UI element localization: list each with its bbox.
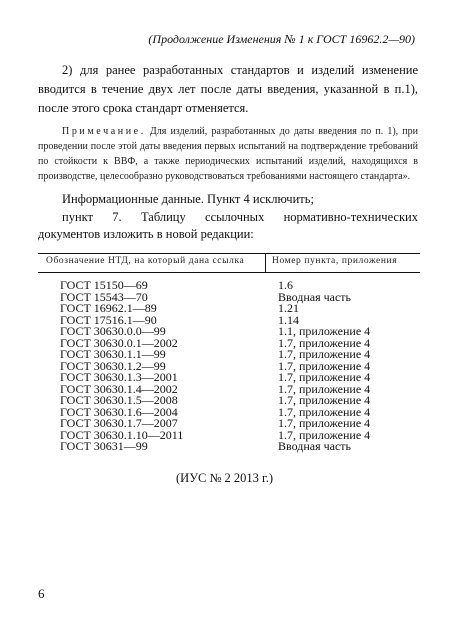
- ntd-cell: ГОСТ 30630.1.4—2002: [60, 381, 178, 396]
- ntd-cell: ГОСТ 30630.1.2—99: [60, 358, 166, 373]
- item-cell: 1.7, приложение 4: [278, 416, 371, 430]
- page-number: 6: [38, 586, 45, 601]
- item-cell: 1.6: [278, 278, 293, 292]
- table-header-ntd: Обозначение НТД, на который дана ссылка: [46, 256, 245, 266]
- reference-table-body: [60, 280, 370, 453]
- item-7-paragraph: пункт 7. Таблицу ссылочных нормативно-технических документов изложить в новой редакции:: [38, 210, 418, 241]
- ntd-cell: ГОСТ 30630.1.1—99: [60, 347, 166, 361]
- item-cell: 1.7, приложение 4: [278, 358, 371, 373]
- note-label: Примечание.: [62, 126, 146, 137]
- table-row: [60, 441, 370, 453]
- ntd-cell: ГОСТ 30630.1.7—2007: [60, 416, 178, 430]
- item-cell: 1.14: [278, 312, 299, 327]
- item-cell: 1.7, приложение 4: [278, 335, 371, 350]
- item-cell: Вводная часть: [278, 439, 352, 453]
- table-header-item: Номер пункта, приложения: [272, 256, 398, 266]
- ntd-cell: ГОСТ 30631—99: [60, 439, 148, 453]
- ntd-cell: ГОСТ 30630.1.5—2008: [60, 393, 178, 407]
- ntd-cell: ГОСТ 16962.1—89: [60, 301, 157, 315]
- ius-reference: (ИУС № 2 2013 г.): [176, 471, 274, 485]
- note-block: [38, 124, 418, 184]
- item-cell: 1.7, приложение 4: [278, 427, 371, 442]
- item-cell: 1.7, приложение 4: [278, 404, 371, 419]
- ntd-cell: ГОСТ 17516.1—90: [60, 312, 157, 327]
- page-header: (Продолжение Изменения № 1 к ГОСТ 16962.2—90): [148, 32, 415, 46]
- note-text: Для изделий, разработанных до даты введения по п. 1), при проведении после этой даты введения первых испытаний на подтверждение требований по стойкости к ВВФ, а также периодических испытаний изделий, находящихся в производстве, целесообразно руководствоваться требованиями настоящего стандарта».: [38, 126, 418, 182]
- table-top-rule: [38, 253, 420, 254]
- info-data-paragraph: Информационные данные. Пункт 4 исключить;: [62, 192, 314, 206]
- ntd-cell: ГОСТ 15150—69: [60, 278, 148, 292]
- ntd-cell: ГОСТ 15543—70: [60, 289, 148, 304]
- table-header-rule: [38, 272, 420, 273]
- item-cell: 1.7, приложение 4: [278, 381, 371, 396]
- item-cell: Вводная часть: [278, 289, 352, 304]
- ntd-cell: ГОСТ 30630.1.10—2011: [60, 427, 184, 442]
- ntd-cell: ГОСТ 30630.1.3—2001: [60, 370, 178, 384]
- ntd-cell: ГОСТ 30630.0.1—2002: [60, 335, 178, 350]
- paragraph-2-intro: 2) для ранее разработанных стандартов и изделий изменение вводится в течение двух лет после даты введения, указанной в п.1), после этого срока стандарт отменяется.: [38, 63, 418, 115]
- item-cell: 1.21: [278, 301, 299, 315]
- item-cell: 1.7, приложение 4: [278, 347, 371, 361]
- table-header-divider: [265, 253, 266, 272]
- item-cell: 1.1, приложение 4: [278, 324, 371, 338]
- ntd-cell: ГОСТ 30630.1.6—2004: [60, 404, 178, 419]
- ntd-cell: ГОСТ 30630.0.0—99: [60, 324, 166, 338]
- item-cell: 1.7, приложение 4: [278, 393, 371, 407]
- item-cell: 1.7, приложение 4: [278, 370, 371, 384]
